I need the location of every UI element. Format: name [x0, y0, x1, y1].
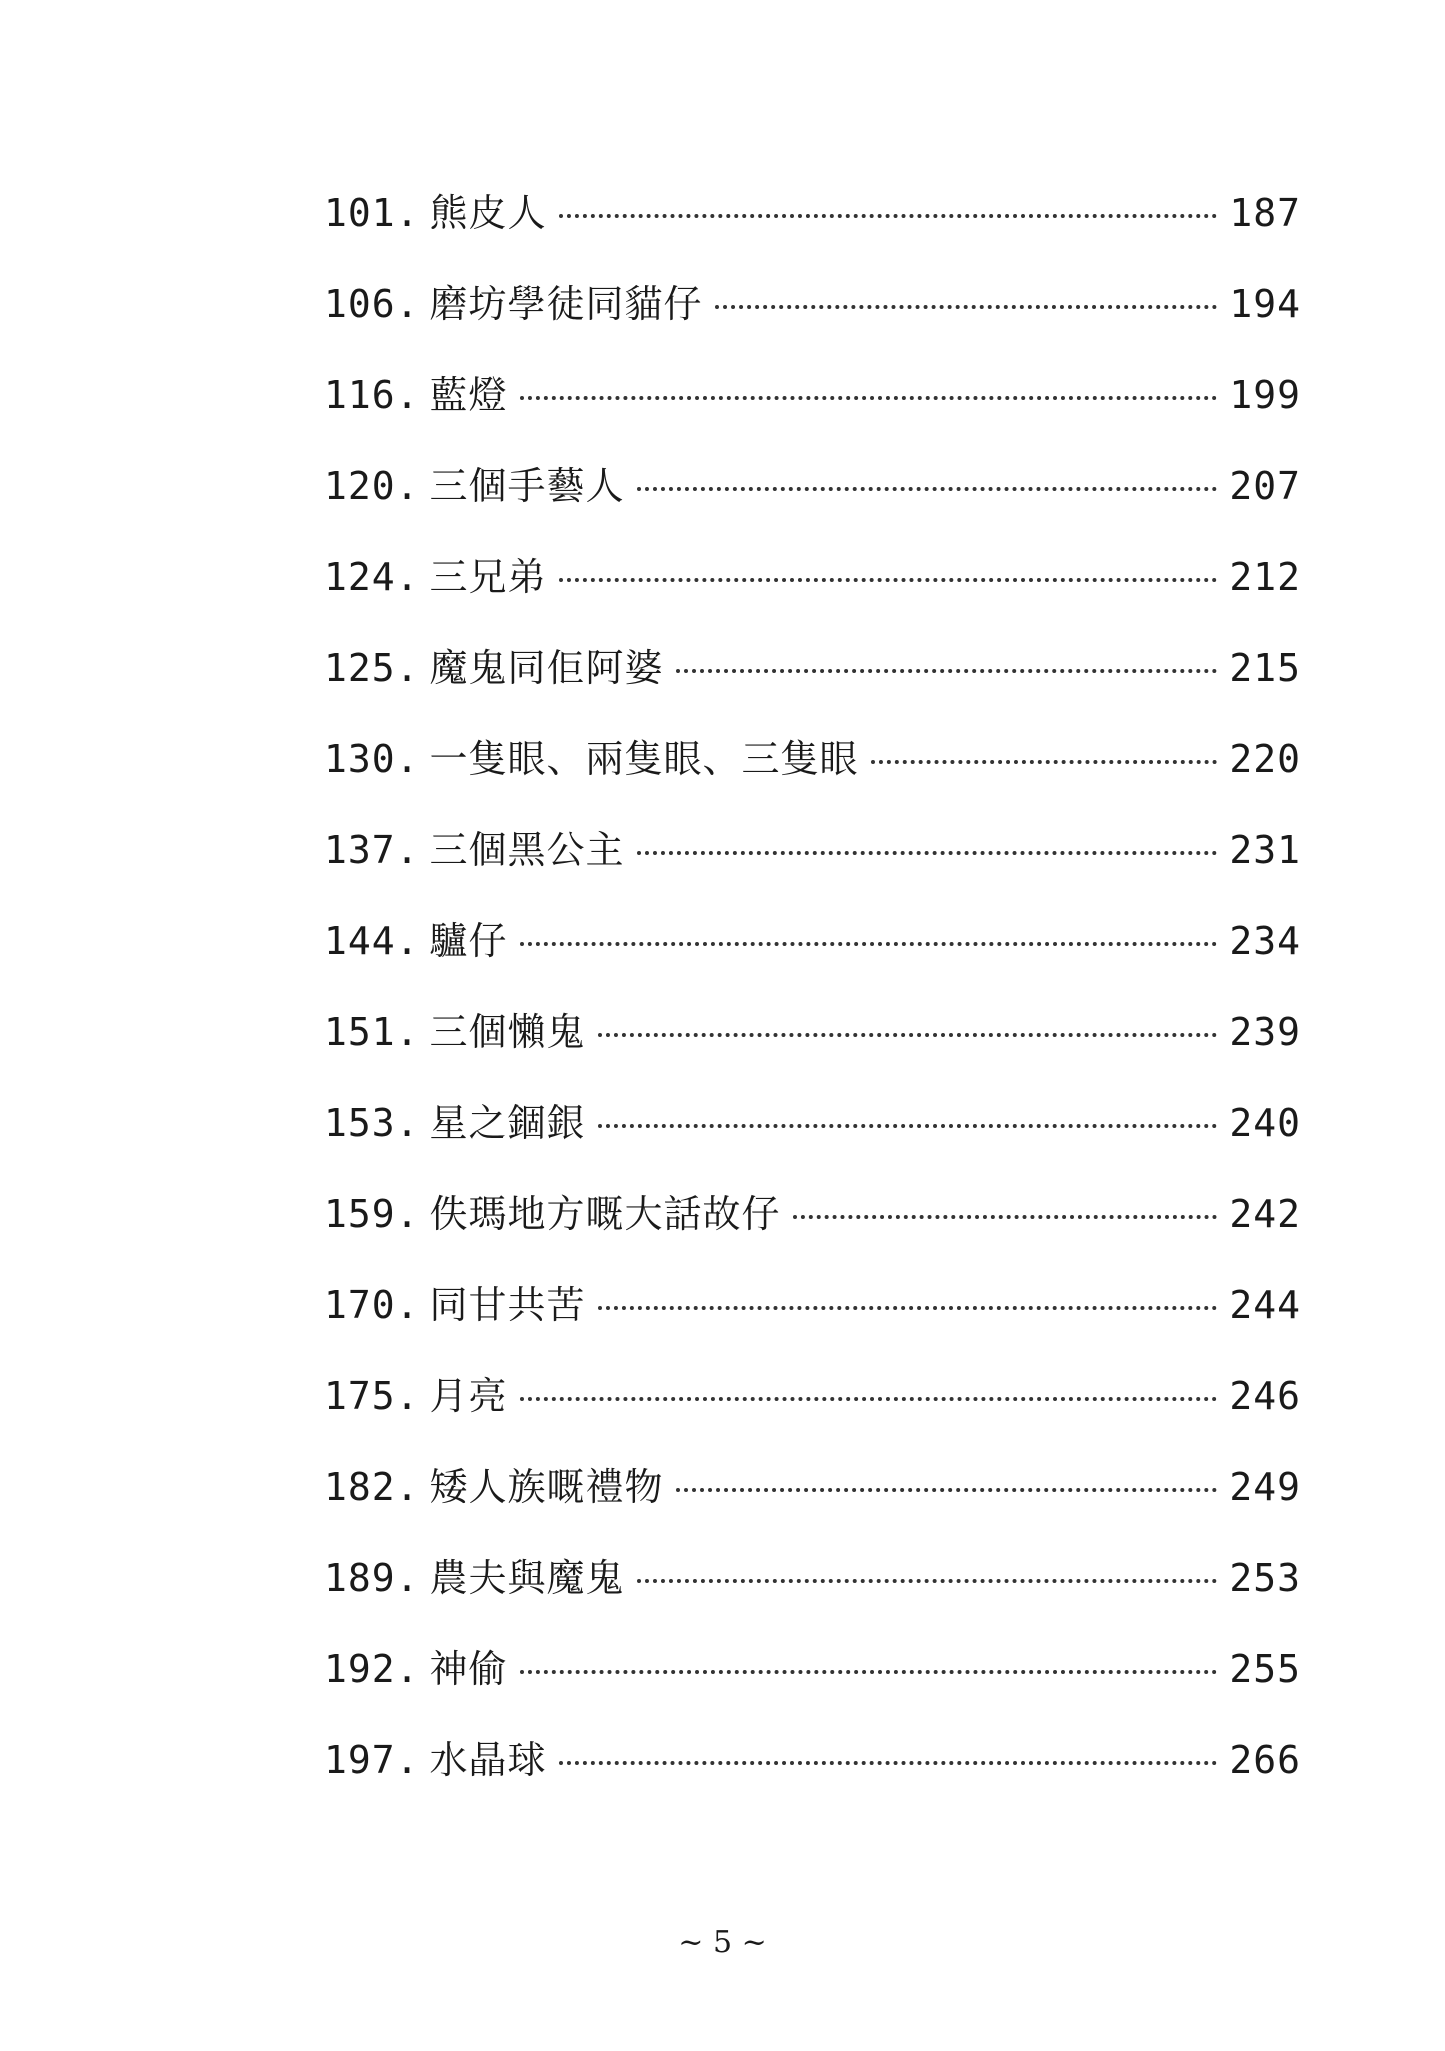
entry-number: 130.: [324, 737, 420, 781]
toc-entry[interactable]: [324, 1009, 1301, 1100]
toc-entry[interactable]: [324, 1555, 1301, 1646]
entry-title: 三個手藝人: [429, 464, 625, 508]
entry-title: 農夫與魔鬼: [429, 1556, 625, 1600]
entry-page-number: 253: [1229, 1556, 1301, 1600]
entry-number: 137.: [324, 828, 420, 872]
toc-entry[interactable]: [324, 1100, 1301, 1191]
entry-number: 144.: [324, 919, 420, 963]
dot-leader: [520, 1397, 1218, 1401]
dot-leader: [598, 1124, 1218, 1128]
toc-entry[interactable]: [324, 1282, 1301, 1373]
entry-page-number: 246: [1229, 1374, 1301, 1418]
entry-number: 159.: [324, 1192, 420, 1236]
entry-title: 三個懶鬼: [429, 1010, 586, 1054]
entry-title: 一隻眼、兩隻眼、三隻眼: [429, 737, 859, 781]
toc-entry[interactable]: [324, 281, 1301, 372]
entry-title: 磨坊學徒同貓仔: [429, 282, 703, 326]
toc-entry[interactable]: [324, 1191, 1301, 1282]
toc-entry[interactable]: [324, 463, 1301, 554]
entry-number: 192.: [324, 1647, 420, 1691]
entry-title: 佚瑪地方嘅大話故仔: [429, 1192, 781, 1236]
dot-leader: [520, 1670, 1218, 1674]
entry-number: 106.: [324, 282, 420, 326]
entry-title: 三個黑公主: [429, 828, 625, 872]
entry-number: 175.: [324, 1374, 420, 1418]
entry-page-number: 249: [1229, 1465, 1301, 1509]
entry-number: 101.: [324, 191, 420, 235]
entry-number: 116.: [324, 373, 420, 417]
entry-title: 同甘共苦: [429, 1283, 586, 1327]
entry-page-number: 239: [1229, 1010, 1301, 1054]
entry-page-number: 242: [1229, 1192, 1301, 1236]
entry-title: 神偷: [429, 1647, 508, 1691]
dot-leader: [637, 851, 1218, 855]
entry-page-number: 215: [1229, 646, 1301, 690]
entry-page-number: 199: [1229, 373, 1301, 417]
dot-leader: [871, 760, 1218, 764]
dot-leader: [559, 578, 1218, 582]
entry-number: 153.: [324, 1101, 420, 1145]
entry-title: 驢仔: [429, 919, 508, 963]
entry-page-number: 212: [1229, 555, 1301, 599]
entry-page-number: 207: [1229, 464, 1301, 508]
entry-title: 熊皮人: [429, 191, 547, 235]
entry-title: 星之錮銀: [429, 1101, 586, 1145]
toc-entry[interactable]: [324, 1373, 1301, 1464]
dot-leader: [598, 1306, 1218, 1310]
toc-entry[interactable]: [324, 554, 1301, 645]
dot-leader: [637, 1579, 1218, 1583]
entry-number: 182.: [324, 1465, 420, 1509]
entry-title: 水晶球: [429, 1738, 547, 1782]
entry-title: 三兄弟: [429, 555, 547, 599]
toc-entry[interactable]: [324, 645, 1301, 736]
entry-page-number: 231: [1229, 828, 1301, 872]
entry-page-number: 240: [1229, 1101, 1301, 1145]
entry-page-number: 220: [1229, 737, 1301, 781]
entry-title: 魔鬼同佢阿婆: [429, 646, 664, 690]
entry-number: 151.: [324, 1010, 420, 1054]
toc-entry[interactable]: [324, 1737, 1301, 1828]
dot-leader: [637, 487, 1218, 491]
dot-leader: [715, 305, 1218, 309]
entry-page-number: 255: [1229, 1647, 1301, 1691]
toc-entry[interactable]: [324, 1646, 1301, 1737]
dot-leader: [559, 214, 1218, 218]
toc-entry[interactable]: [324, 1464, 1301, 1555]
entry-page-number: 234: [1229, 919, 1301, 963]
toc-entry[interactable]: [324, 736, 1301, 827]
dot-leader: [793, 1215, 1218, 1219]
entry-page-number: 187: [1229, 191, 1301, 235]
entry-number: 124.: [324, 555, 420, 599]
entry-number: 120.: [324, 464, 420, 508]
dot-leader: [598, 1033, 1218, 1037]
entry-title: 矮人族嘅禮物: [429, 1465, 664, 1509]
entry-number: 197.: [324, 1738, 420, 1782]
dot-leader: [676, 669, 1218, 673]
dot-leader: [520, 396, 1218, 400]
toc-entry[interactable]: [324, 918, 1301, 1009]
table-of-contents: [324, 190, 1301, 1828]
toc-entry[interactable]: [324, 827, 1301, 918]
toc-entry[interactable]: [324, 372, 1301, 463]
entry-number: 125.: [324, 646, 420, 690]
dot-leader: [520, 942, 1218, 946]
entry-title: 藍燈: [429, 373, 508, 417]
entry-number: 189.: [324, 1556, 420, 1600]
dot-leader: [676, 1488, 1218, 1492]
entry-number: 170.: [324, 1283, 420, 1327]
page-number-footer: ~ 5 ~: [678, 1925, 767, 1960]
entry-page-number: 244: [1229, 1283, 1301, 1327]
entry-title: 月亮: [429, 1374, 508, 1418]
entry-page-number: 266: [1229, 1738, 1301, 1782]
toc-entry[interactable]: [324, 190, 1301, 281]
entry-page-number: 194: [1229, 282, 1301, 326]
dot-leader: [559, 1761, 1218, 1765]
